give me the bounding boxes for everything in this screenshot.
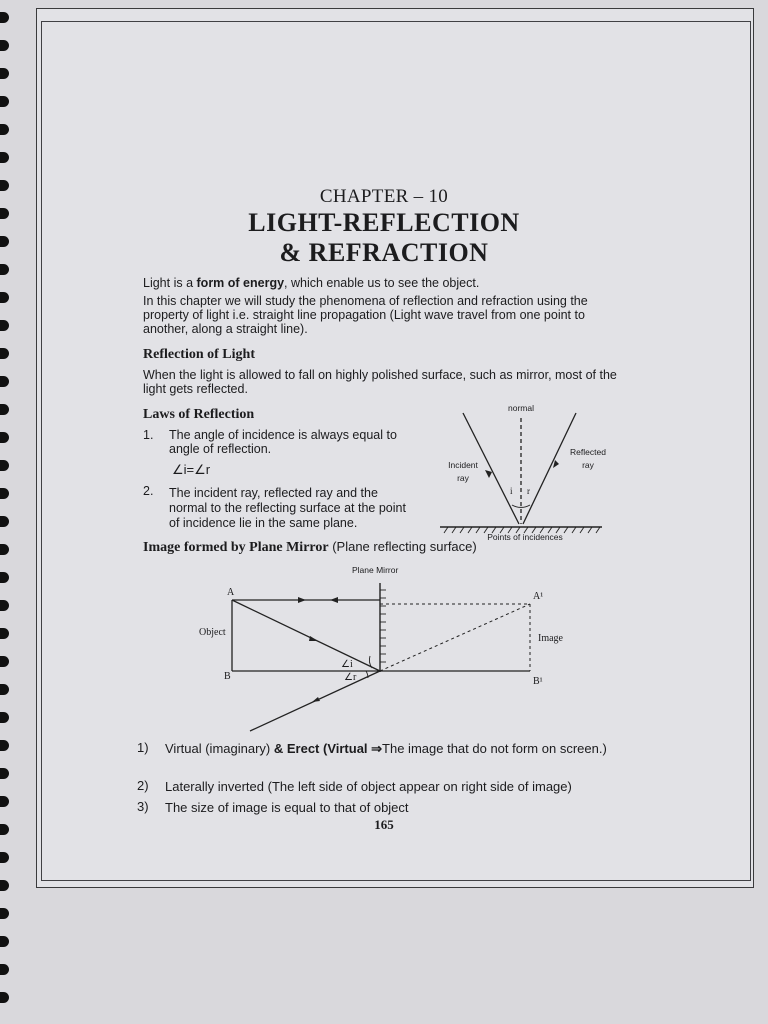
incident-ray-label: Incident ray xyxy=(448,460,478,483)
point-a-label: A xyxy=(227,587,235,598)
virtual-ray-dashed xyxy=(380,604,530,671)
intro-paragraph-2: In this chapter we will study the phenomena of reflection and refraction using the property of light i.e. straight line propagation (Light wave travel from one point to another, along a straight line). xyxy=(143,294,588,336)
ray-arrow-right xyxy=(298,597,306,603)
point-a1-label: A¹ xyxy=(533,591,544,602)
points-of-incidences-label: Points of incidences xyxy=(487,532,563,542)
plane-mirror-heading-bold: Image formed by Plane Mirror xyxy=(143,540,329,555)
angle-formula: ∠i=∠r xyxy=(172,462,211,477)
list-3-number: 3) xyxy=(137,799,149,814)
list-2-text: Laterally inverted (The left side of object appear on right side of image) xyxy=(165,779,572,794)
reflection-heading: Reflection of Light xyxy=(143,347,255,362)
reflected-arrow-down xyxy=(312,697,320,702)
list-1-text-b: & Erect (Virtual ⇒ xyxy=(273,741,383,756)
page-number: 165 xyxy=(374,817,394,832)
intro-text: , which enable us to see the object. xyxy=(284,276,480,290)
law-2-text: The incident ray, reflected ray and the normal to the reflecting surface at the point of incidence lie in the same plane. xyxy=(169,486,406,530)
list-3-text: The size of image is equal to that of object xyxy=(165,800,409,815)
chapter-number: CHAPTER – 10 xyxy=(319,186,449,207)
image-label: Image xyxy=(538,633,563,644)
reflected-arrow xyxy=(553,460,559,468)
law-1-number: 1. xyxy=(143,428,154,442)
reflection-paragraph: When the light is allowed to fall on highly polished surface, such as mirror, most of the light gets reflected. xyxy=(143,368,617,396)
chapter-title-line1: LIGHT-REFLECTION xyxy=(248,208,520,237)
reflected-ray-label: Reflected ray xyxy=(570,447,606,470)
list-1-number: 1) xyxy=(137,740,149,755)
intro-text: Light is a xyxy=(143,276,197,290)
point-b-label: B xyxy=(224,671,231,682)
incident-arrow xyxy=(485,470,492,478)
plane-mirror-heading-rest: (Plane reflecting surface) xyxy=(328,539,477,554)
angle-r-plane-label: ∠r xyxy=(344,672,357,683)
intro-bold-text: form of energy xyxy=(196,276,285,290)
list-1-text-c: The image that do not form on screen.) xyxy=(382,741,607,756)
plane-mirror-heading xyxy=(143,539,477,556)
plane-mirror-diagram xyxy=(232,583,530,731)
object-label: Object xyxy=(199,627,226,638)
list-1-text xyxy=(165,740,625,757)
law-1-text: The angle of incidence is always equal to angle of reflection. xyxy=(169,428,397,456)
list-2-number: 2) xyxy=(137,778,149,793)
plane-mirror-hatching xyxy=(380,590,386,662)
laws-heading: Laws of Reflection xyxy=(143,407,255,422)
ray-arrow-left xyxy=(330,597,338,603)
angle-i-plane-label: ∠i xyxy=(341,659,353,670)
list-1-text-a: Virtual (imaginary) xyxy=(165,741,274,756)
angle-r-label: r xyxy=(527,486,530,496)
ray-arrow-down xyxy=(309,636,318,641)
point-b1-label: B¹ xyxy=(533,676,543,687)
law-2-number: 2. xyxy=(143,484,154,498)
ray-a-to-mirror xyxy=(232,600,380,671)
plane-mirror-label: Plane Mirror xyxy=(352,565,399,575)
normal-label: normal xyxy=(508,403,534,413)
angle-i-label: i xyxy=(510,486,513,496)
chapter-title-line2: & REFRACTION xyxy=(279,238,489,267)
